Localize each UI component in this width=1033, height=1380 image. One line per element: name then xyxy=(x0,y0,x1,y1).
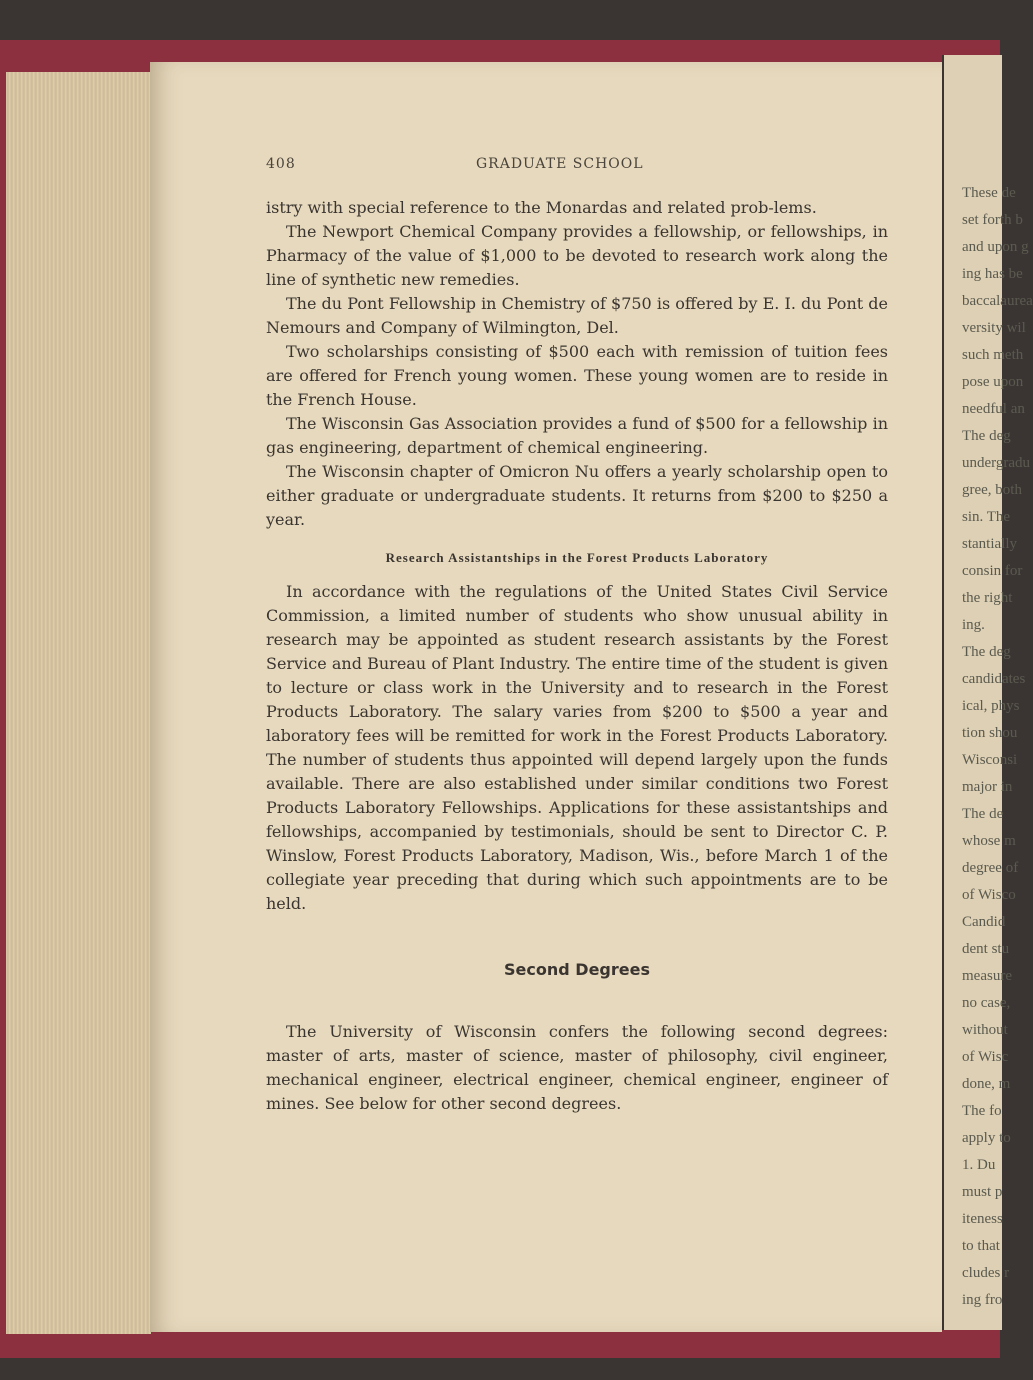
facing-page xyxy=(942,55,1033,1330)
facing-page-line: and upon g xyxy=(962,239,1029,255)
facing-page-line: measure xyxy=(962,968,1012,984)
page-number: 408 xyxy=(266,156,296,172)
facing-page-line: tion shou xyxy=(962,725,1018,741)
facing-page-line: done, m xyxy=(962,1076,1011,1092)
paragraph: istry with special reference to the Monardas and related prob-lems. xyxy=(266,198,817,217)
facing-page-line: 1. Du xyxy=(962,1157,996,1173)
facing-page-line: Wisconsi xyxy=(962,752,1018,768)
facing-page-line: ing. xyxy=(962,617,985,633)
facing-page-line: without xyxy=(962,1022,1008,1038)
facing-page-line: The deg xyxy=(962,644,1011,660)
running-title: GRADUATE SCHOOL xyxy=(476,156,644,172)
facing-page-line: apply to xyxy=(962,1130,1011,1146)
facing-page-line: sin. The xyxy=(962,509,1011,525)
facing-page-line: Candid xyxy=(962,914,1006,930)
facing-page-line: of Wisc xyxy=(962,1049,1009,1065)
facing-page-line: major in xyxy=(962,779,1013,795)
facing-page-line: undergradu xyxy=(962,455,1031,471)
facing-page-line: The deg xyxy=(962,428,1011,444)
paragraph: The Wisconsin Gas Association provides a fund of $500 for a fellowship in gas engineering, department of chemical engineering. xyxy=(266,414,888,457)
facing-page-line: iteness xyxy=(962,1211,1003,1227)
facing-page-line: ical, phys xyxy=(962,698,1020,714)
facing-page-line: The de xyxy=(962,806,1004,822)
facing-page-line: stantially xyxy=(962,536,1017,552)
facing-page-line: cludes r xyxy=(962,1265,1010,1281)
subsection-heading: Research Assistantships in the Forest Products Laboratory xyxy=(385,550,769,565)
page-body xyxy=(266,196,888,1116)
facing-page-line: pose upon xyxy=(962,374,1024,390)
paragraph: Two scholarships consisting of $500 each with remission of tuition fees are offered for French young women. These young women are to reside in the French House. xyxy=(266,342,888,409)
facing-page-line: to that xyxy=(962,1238,1000,1254)
facing-page-line: no case, xyxy=(962,995,1011,1011)
facing-page-line: gree, both xyxy=(962,482,1022,498)
facing-page-line: baccalaurea xyxy=(962,293,1033,309)
facing-page-line: candidates xyxy=(962,671,1026,687)
facing-page-line: ing fro xyxy=(962,1292,1003,1308)
facing-page-line: ing has be xyxy=(962,266,1023,282)
facing-page-line: such meth xyxy=(962,347,1024,363)
paragraph: The du Pont Fellowship in Chemistry of $750 is offered by E. I. du Pont de Nemours and Company of Wilmington, Del. xyxy=(266,294,888,337)
facing-page-line: versity wil xyxy=(962,320,1026,336)
page-edges xyxy=(6,72,151,1334)
facing-page-line: degree of xyxy=(962,860,1019,876)
paragraph: The University of Wisconsin confers the following second degrees: master of arts, master of science, master of philosophy, civil engineer, mechanical engineer, electrical engineer, chemical engineer, engineer of mines. See below for other second degrees. xyxy=(266,1022,888,1113)
paragraph: The Wisconsin chapter of Omicron Nu offers a yearly scholarship open to either graduate or undergraduate students. It returns from $200 to $250 a year. xyxy=(266,462,888,529)
facing-page-line: whose m xyxy=(962,833,1016,849)
facing-page-line: The fo xyxy=(962,1103,1002,1119)
facing-page-line: needful an xyxy=(962,401,1025,417)
facing-page-line: the right xyxy=(962,590,1013,606)
facing-page-line: consin for xyxy=(962,563,1023,579)
page-header xyxy=(266,156,886,176)
facing-page-line: These de xyxy=(962,185,1016,201)
section-heading: Second Degrees xyxy=(504,960,650,979)
facing-page-line: set forth b xyxy=(962,212,1023,228)
facing-page-line: of Wisco xyxy=(962,887,1016,903)
paragraph: In accordance with the regulations of the United States Civil Service Commission, a limited number of students who show unusual ability in research may be appointed as student research assistants by the Forest Service and Bureau of Plant Industry. The entire time of the student is given to lecture or class work in the University and to research in the Forest Products Laboratory. The salary varies from $200 to $500 a year and laboratory fees will be remitted for work in the Forest Products Laboratory. The number of students thus appointed will depend largely upon the funds available. There are also established under similar conditions two Forest Products Laboratory Fellowships. Applications for these assistantships and fellowships, accompanied by testimonials, should be sent to Director C. P. Winslow, Forest Products Laboratory, Madison, Wis., before March 1 of the collegiate year preceding that during which such appointments are to be held. xyxy=(266,582,888,913)
paragraph: The Newport Chemical Company provides a fellowship, or fellowships, in Pharmacy of the value of $1,000 to be devoted to research work along the line of synthetic new remedies. xyxy=(266,222,888,289)
facing-page-line: dent stu xyxy=(962,941,1010,957)
facing-page-line: must p xyxy=(962,1184,1003,1200)
